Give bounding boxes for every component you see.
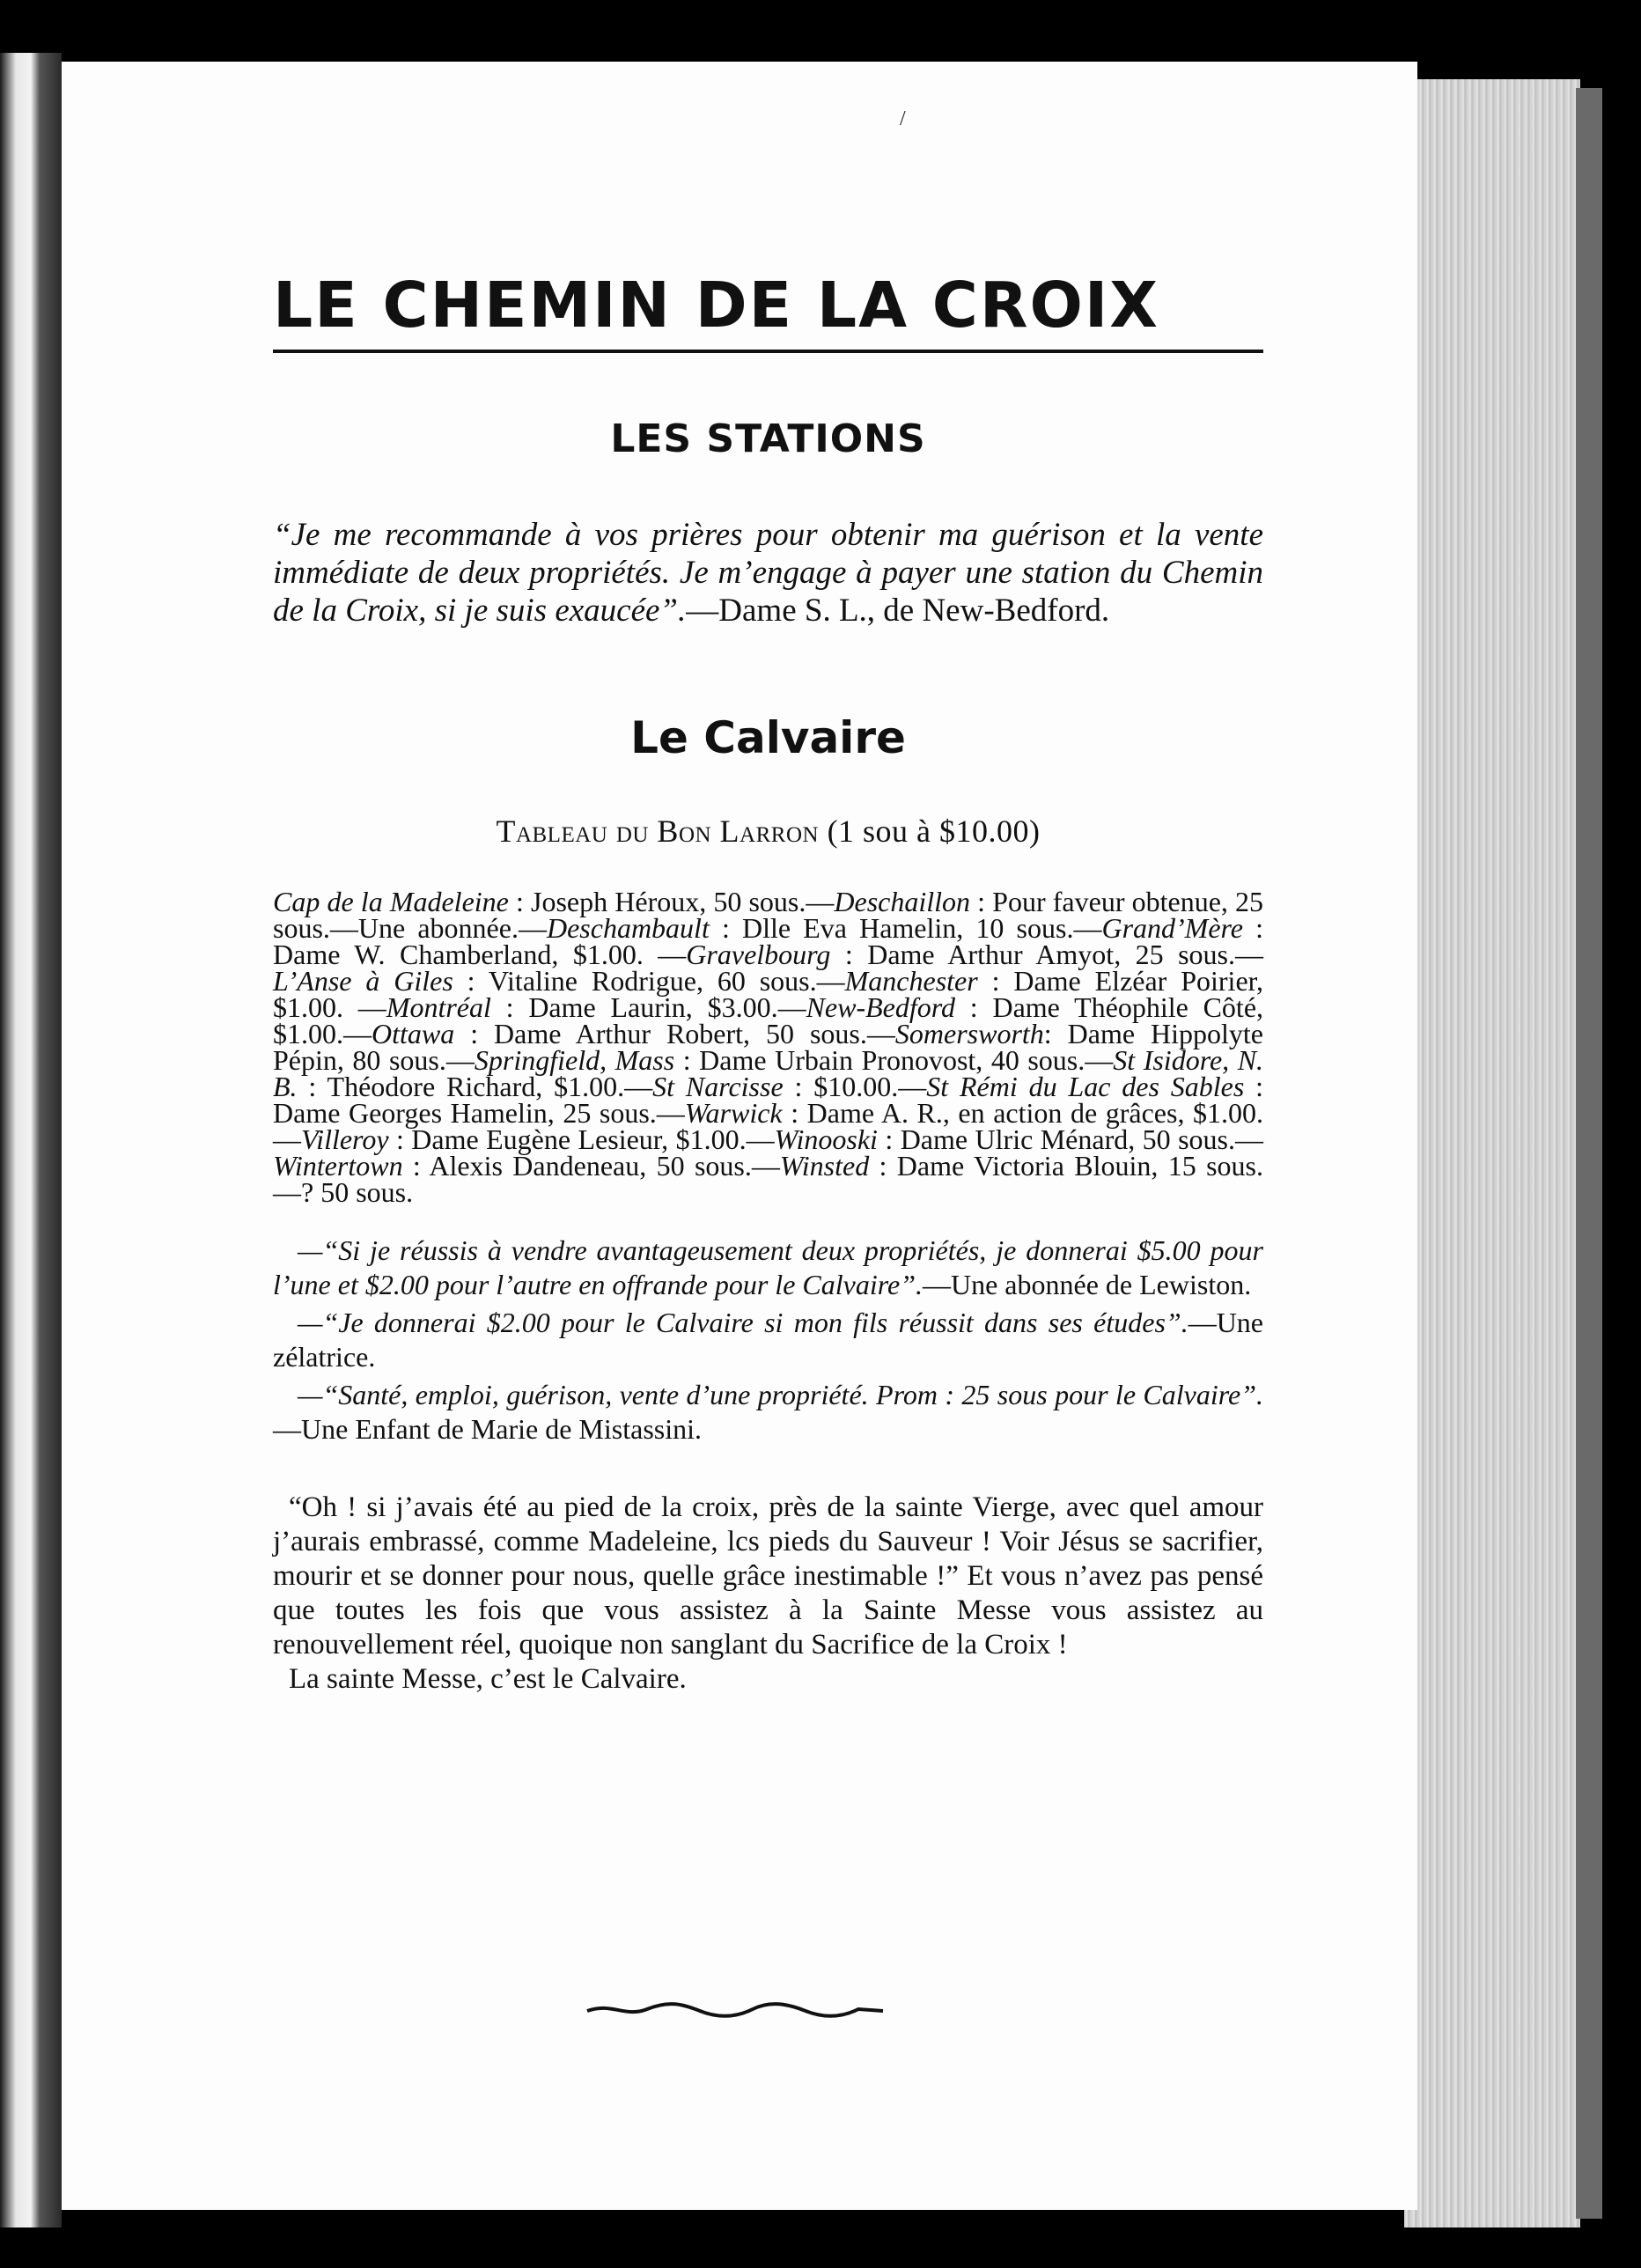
closing-paragraph: La sainte Messe, c’est le Calvaire. (289, 1662, 687, 1695)
opening-quote (273, 516, 1263, 630)
place-name: St Narcisse (652, 1070, 784, 1102)
donor-entry: : Dame Elzéar Poirier, $1.00. — (273, 964, 1264, 1023)
place-name: Grand’Mère (1101, 911, 1243, 944)
donor-entry: : Dame Eugène Lesieur, $1.00.— (388, 1123, 775, 1155)
donor-list (273, 885, 1264, 1208)
testimonial-attribution: —Une zélatrice. (273, 1306, 1263, 1373)
place-name: Wintertown (273, 1149, 403, 1182)
donor-entry: : Vitaline Rodrigue, 60 sous.— (453, 964, 845, 997)
place-name: Deschambault (546, 911, 710, 944)
donor-entry: : Dame Laurin, $3.00.— (490, 990, 806, 1023)
quote-text: “Je me recommande à vos prières pour obtenir ma guérison et la vente immédiate de deux propriétés. Je m’engage à payer une station du Chemin de la Croix, si je suis exaucée”. (273, 516, 1263, 629)
donor-entry: : Dame W. Chamberland, $1.00. — (273, 911, 1264, 970)
donor-entry: : Théodore Richard, $1.00.— (297, 1070, 653, 1102)
testimonial-quote: —“Je donnerai $2.00 pour le Calvaire si mon fils réussit dans ses études”. (298, 1306, 1188, 1338)
closing-ornament (585, 1999, 885, 2023)
testimonial-attribution: —Une Enfant de Marie de Mistassini. (273, 1412, 702, 1445)
place-name: Gravelbourg (686, 938, 831, 970)
closing-paragraph: “Oh ! si j’avais été au pied de la croix, près de la sainte Vierge, avec quel amour j’aurais embrassé, comme Madeleine, lcs pieds du Sauveur ! Voir Jésus se sacrifier, mourir et se donner pour nous, quelle grâce inestimable !” Et vous n’avez pas pensé que toutes les fois que vous assistez à la Sainte Messe vous assistez au renouvellement réel, quoique non sanglant du Sacrifice de la Croix ! (273, 1491, 1263, 1660)
tableau-name: Tableau du Bon Larron (496, 813, 820, 849)
place-name: Montréal (386, 990, 491, 1023)
place-name: Warwick (684, 1096, 783, 1129)
donor-entry: : Dame Théophile Côté, $1.00.— (273, 990, 1264, 1049)
donor-entry: : Dame Hippolyte Pépin, 80 sous.— (273, 1017, 1264, 1076)
page-content (273, 269, 1264, 1697)
closing-text (273, 1491, 1263, 1697)
testimonial (273, 1233, 1263, 1302)
testimonials (273, 1233, 1263, 1447)
left-page-edge (0, 53, 62, 2228)
donor-entry: : Dame Victoria Blouin, 15 sous.—? 50 sous. (273, 1149, 1264, 1208)
donor-entry: : Dame Arthur Amyot, 25 sous.— (830, 938, 1264, 970)
place-name: L’Anse à Giles (273, 964, 453, 997)
calvaire-heading: Le Calvaire (630, 711, 906, 763)
testimonial-quote: —“Si je réussis à vendre avantageusement deux propriétés, je donnerai $5.00 pour l’une et $2.00 pour l’autre en offrande pour le Calvaire”. (273, 1233, 1263, 1300)
testimonial (273, 1306, 1263, 1374)
donor-entry: : Pour faveur obtenue, 25 sous.—Une abonnée.— (273, 885, 1264, 944)
page-title: LE CHEMIN DE LA CROIX (273, 269, 1160, 342)
tableau-rate: (1 sou à $10.00) (819, 813, 1041, 849)
donor-entry: : Dame Urbain Pronovost, 40 sous.— (674, 1043, 1114, 1076)
place-name: Springfield, Mass (474, 1043, 675, 1076)
donor-entry: : Dame Georges Hamelin, 25 sous.— (273, 1070, 1264, 1129)
place-name: St Rémi du Lac des Sables (926, 1070, 1245, 1102)
donor-entry: : Joseph Héroux, 50 sous.— (508, 885, 835, 917)
place-name: Villeroy (301, 1123, 389, 1155)
place-name: Somersworth (894, 1017, 1044, 1049)
title-underline (273, 350, 1263, 353)
place-name: Winooski (774, 1123, 878, 1155)
book-spine-shadow (1576, 88, 1602, 2219)
stacked-page-edges (1404, 79, 1580, 2228)
donor-entry: : Dame Arthur Robert, 50 sous.— (454, 1017, 895, 1049)
donor-entry: : $10.00.— (783, 1070, 927, 1102)
place-name: Manchester (844, 964, 978, 997)
stations-heading: LES STATIONS (610, 416, 926, 461)
place-name: New-Bedford (806, 990, 956, 1023)
donor-entry: : Alexis Dandeneau, 50 sous.— (402, 1149, 780, 1182)
donor-entry: : Dlle Eva Hamelin, 10 sous.— (709, 911, 1102, 944)
testimonial-quote: —“Santé, emploi, guérison, vente d’une propriété. Prom : 25 sous pour le Calvaire”. (298, 1378, 1263, 1410)
place-name: St Isidore, N. B. (273, 1043, 1264, 1102)
testimonial-attribution: —Une abonnée de Lewiston. (922, 1268, 1252, 1300)
place-name: Deschaillon (834, 885, 971, 917)
place-name: Cap de la Madeleine (273, 885, 509, 917)
donor-entry: : Dame A. R., en action de grâces, $1.00.— (273, 1096, 1264, 1155)
quote-attribution: —Dame S. L., de New-Bedford. (686, 592, 1110, 629)
scan-speck: / (900, 107, 906, 130)
place-name: Winsted (779, 1149, 870, 1182)
scanned-page (62, 62, 1417, 2210)
place-name: Ottawa (372, 1017, 455, 1049)
tableau-heading (273, 813, 1263, 850)
testimonial (273, 1378, 1263, 1447)
donor-entry: : Dame Ulric Ménard, 50 sous.— (877, 1123, 1264, 1155)
